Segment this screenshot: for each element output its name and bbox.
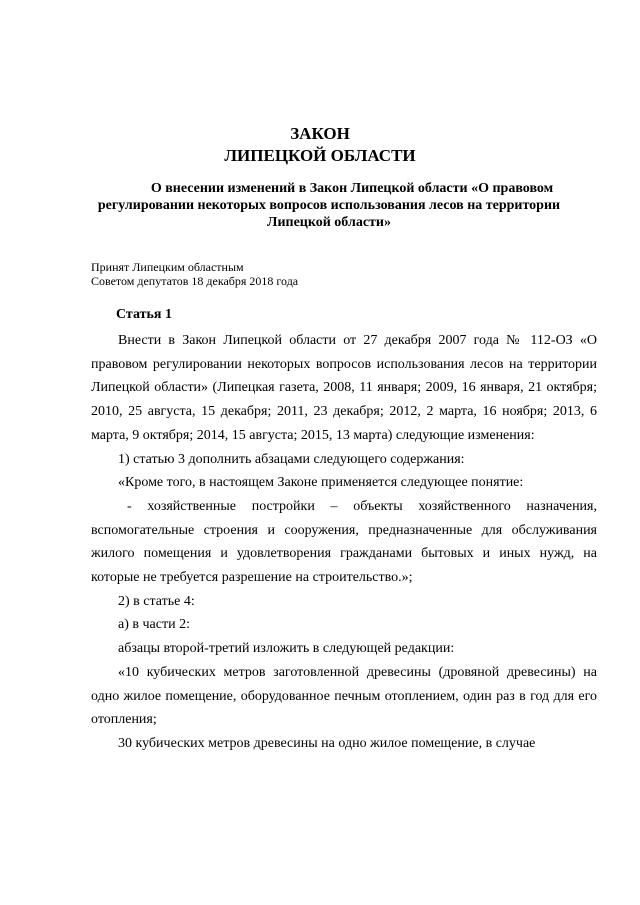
paragraph-subitem-a: а) в части 2: <box>118 617 190 633</box>
law-title: ЗАКОН <box>290 124 350 143</box>
paragraph-item-2: 2) в статье 4: <box>118 593 195 609</box>
paragraph-30m3: 30 кубических метров древесины на одно жилое помещение, в случае <box>118 735 536 751</box>
law-subtitle <box>82 180 576 231</box>
adoption-note <box>91 260 298 288</box>
paragraph-definition: - хозяйственные постройки – объекты хозяйственного назначения, вспомогательные строения и сооружения, предназначенные для обслуживания жилого помещения и удовлетворения гражданами бытовых и иных нужд, на которые не требуется разрешение на строительство.»; <box>91 498 597 586</box>
paragraph-item-1: 1) статью 3 дополнить абзацами следующего содержания: <box>118 451 465 467</box>
adoption-note-line1: Принят Липецким областным <box>91 260 244 274</box>
adoption-note-line2: Советом депутатов 18 декабря 2018 года <box>91 274 299 288</box>
paragraph-intro: Внести в Закон Липецкой области от 27 декабря 2007 года № 112-ОЗ «О правовом регулировании некоторых вопросов использования лесов на территории Липецкой области» (Липецкая газета, 2008, 11 января; 2009, 16 января, 21 октября; 2010, 25 августа, 15 декабря; 2011, 23 декабря; 2012, 2 марта, 16 ноября; 2013, 6 марта, 9 октября; 2014, 15 августа; 2015, 13 марта) следующие изменения: <box>91 333 597 443</box>
article-body <box>91 329 597 756</box>
paragraph-quote-10m3: «10 кубических метров заготовленной древесины (дровяной древесины) на одно жилое помещение, оборудованное печным отоплением, один раз в год для его отопления; <box>91 664 597 728</box>
law-region-title: ЛИПЕЦКОЙ ОБЛАСТИ <box>224 146 416 165</box>
paragraph-quote-start: «Кроме того, в настоящем Законе применяется следующее понятие: <box>118 475 524 491</box>
law-subtitle-text: О внесении изменений в Закон Липецкой области «О правовом регулировании некоторых вопросов использования лесов на территории Липецкой области» <box>97 181 561 230</box>
paragraph-instruction: абзацы второй-третий изложить в следующей редакции: <box>118 641 455 657</box>
article-heading: Статья 1 <box>116 307 172 322</box>
